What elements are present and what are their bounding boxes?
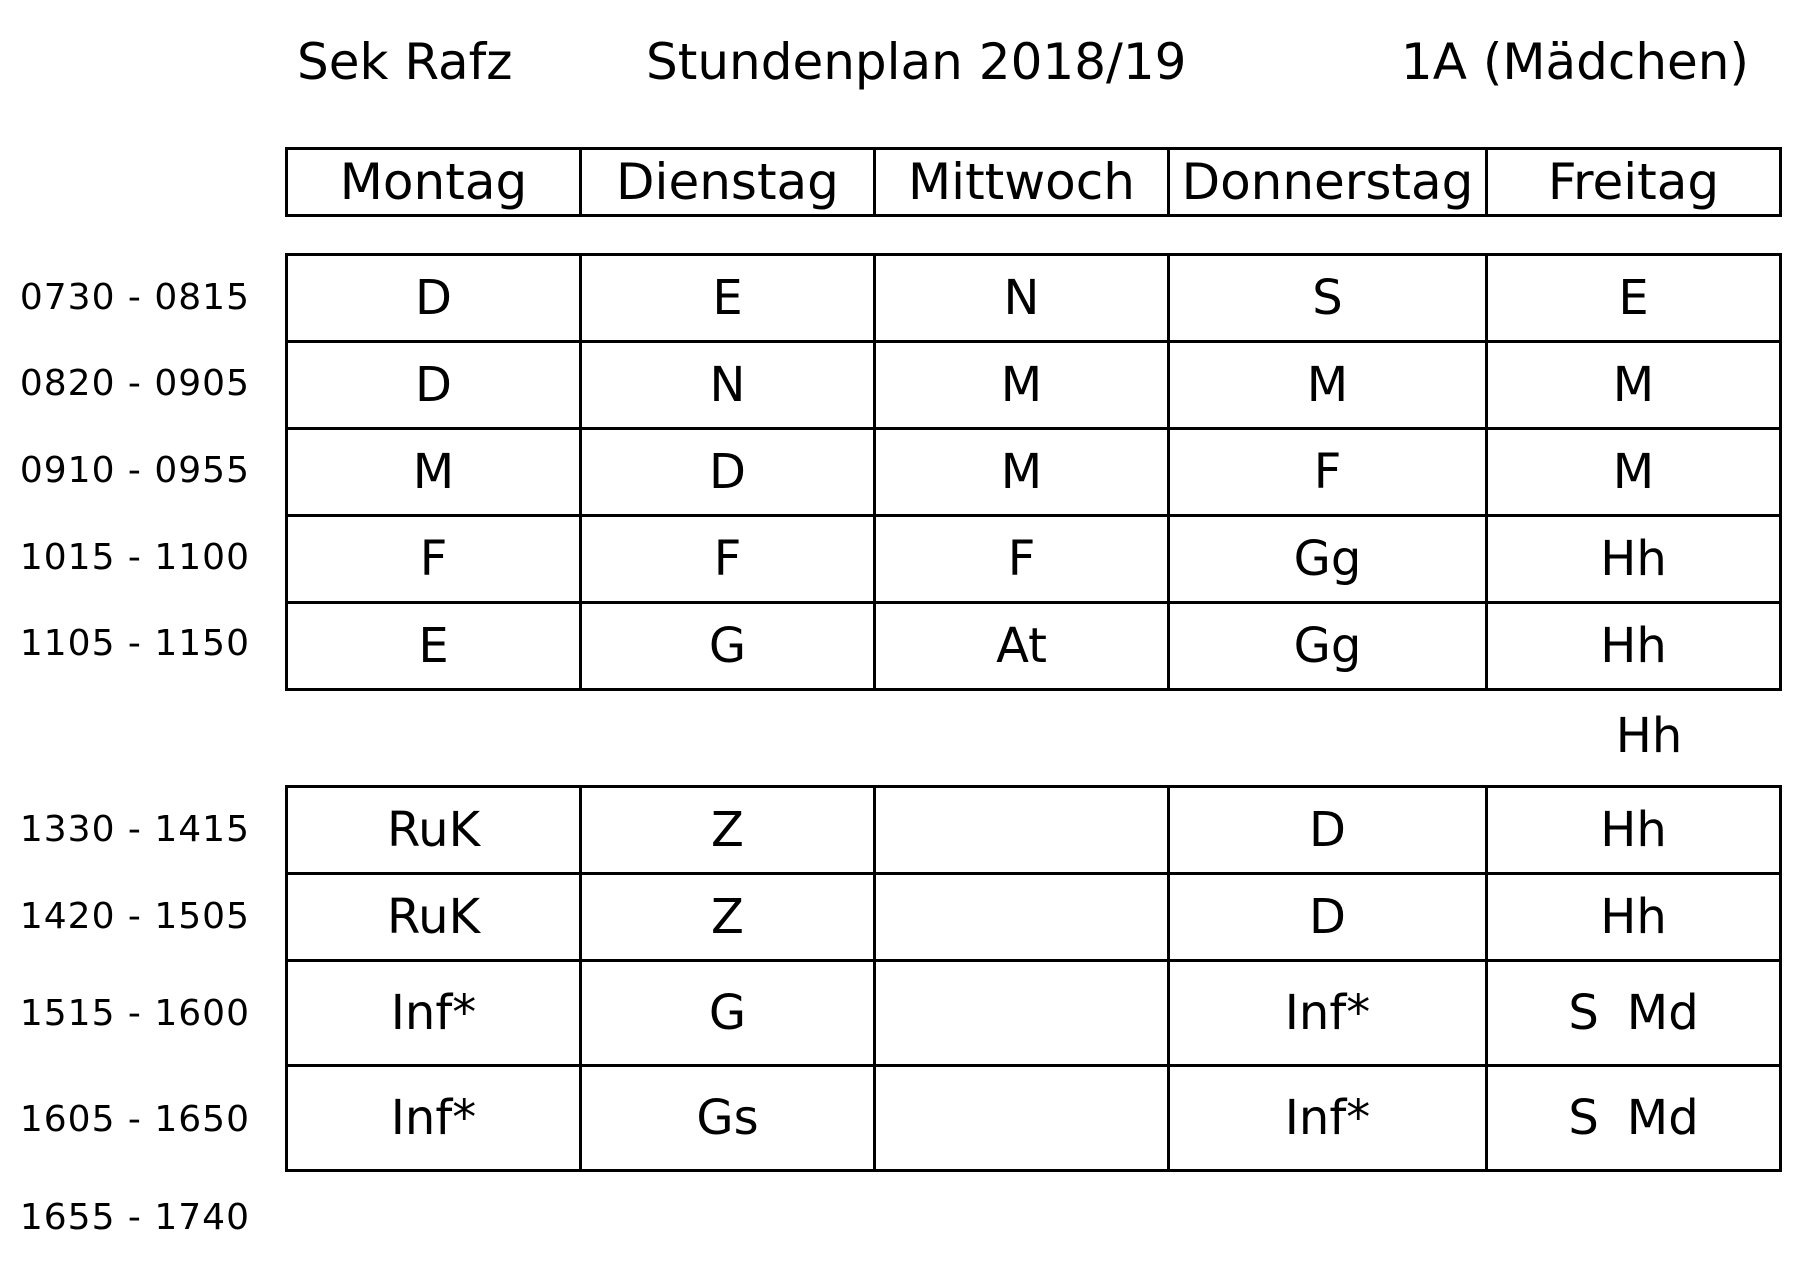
lesson-cell: M: [1487, 342, 1781, 429]
lesson-cell: RuK: [287, 787, 581, 874]
lesson-md: Md: [1626, 1090, 1699, 1146]
lesson-cell: M: [875, 429, 1169, 516]
schedule-title: Stundenplan 2018/19: [646, 33, 1187, 91]
lesson-cell: [1487, 1066, 1781, 1171]
schedule-row: [287, 603, 1781, 690]
lesson-cell: [875, 961, 1169, 1066]
lunch-lesson-friday: Hh: [1615, 708, 1683, 764]
lesson-cell: E: [1487, 255, 1781, 342]
schedule-row: [287, 1066, 1781, 1171]
afternoon-schedule-table: [285, 785, 1782, 1172]
lesson-cell: D: [287, 342, 581, 429]
day-header-mittwoch: Mittwoch: [875, 149, 1169, 216]
lesson-cell: Hh: [1487, 874, 1781, 961]
lesson-cell: D: [1169, 787, 1487, 874]
schedule-row: [287, 255, 1781, 342]
lesson-cell: [875, 1066, 1169, 1171]
lesson-cell: Inf*: [1169, 961, 1487, 1066]
lesson-cell: [875, 787, 1169, 874]
schedule-row: [287, 429, 1781, 516]
lesson-cell: D: [287, 255, 581, 342]
weekday-header-row: [287, 149, 1781, 216]
day-header-montag: Montag: [287, 149, 581, 216]
time-slot-1: 0730 - 0815: [19, 277, 250, 318]
time-slot-5: 1105 - 1150: [19, 623, 250, 664]
lesson-cell: F: [287, 516, 581, 603]
lesson-cell: F: [875, 516, 1169, 603]
lesson-cell: [875, 874, 1169, 961]
lesson-cell: E: [581, 255, 875, 342]
day-header-donnerstag: Donnerstag: [1169, 149, 1487, 216]
time-slot-8: 1515 - 1600: [19, 993, 250, 1034]
lesson-cell: Gs: [581, 1066, 875, 1171]
lesson-cell: Inf*: [287, 1066, 581, 1171]
time-slot-4: 1015 - 1100: [19, 537, 250, 578]
lesson-cell: RuK: [287, 874, 581, 961]
lesson-cell: M: [875, 342, 1169, 429]
lesson-cell: Gg: [1169, 603, 1487, 690]
lesson-cell: S: [1169, 255, 1487, 342]
lesson-cell: G: [581, 961, 875, 1066]
lesson-md: Md: [1626, 985, 1699, 1041]
lesson-s: S: [1568, 985, 1599, 1041]
day-header-freitag: Freitag: [1487, 149, 1781, 216]
lesson-cell: Inf*: [287, 961, 581, 1066]
lesson-cell: D: [1169, 874, 1487, 961]
lesson-cell: Gg: [1169, 516, 1487, 603]
lesson-cell: N: [875, 255, 1169, 342]
time-slot-10: 1655 - 1740: [19, 1197, 250, 1238]
lesson-cell: Z: [581, 787, 875, 874]
school-name: Sek Rafz: [297, 33, 513, 91]
time-slot-3: 0910 - 0955: [19, 450, 250, 491]
lesson-cell: M: [287, 429, 581, 516]
class-label: 1A (Mädchen): [1400, 33, 1749, 91]
lesson-cell: N: [581, 342, 875, 429]
lesson-cell: D: [581, 429, 875, 516]
lesson-cell: F: [1169, 429, 1487, 516]
time-slot-9: 1605 - 1650: [19, 1099, 250, 1140]
lesson-cell: At: [875, 603, 1169, 690]
lesson-cell: Hh: [1487, 787, 1781, 874]
lesson-cell: M: [1169, 342, 1487, 429]
time-slot-7: 1420 - 1505: [19, 896, 250, 937]
day-header-dienstag: Dienstag: [581, 149, 875, 216]
lesson-s: S: [1568, 1090, 1599, 1146]
lesson-cell: G: [581, 603, 875, 690]
lesson-cell: E: [287, 603, 581, 690]
lesson-cell: F: [581, 516, 875, 603]
schedule-row: [287, 787, 1781, 874]
time-slot-6: 1330 - 1415: [19, 809, 250, 850]
schedule-row: [287, 874, 1781, 961]
weekday-header-table: [285, 147, 1782, 217]
lesson-cell: M: [1487, 429, 1781, 516]
time-slot-2: 0820 - 0905: [19, 363, 250, 404]
lesson-cell: Hh: [1487, 516, 1781, 603]
schedule-row: [287, 961, 1781, 1066]
lesson-cell: [1487, 961, 1781, 1066]
morning-schedule-table: [285, 253, 1782, 691]
schedule-row: [287, 342, 1781, 429]
lesson-cell: Hh: [1487, 603, 1781, 690]
lesson-cell: Inf*: [1169, 1066, 1487, 1171]
schedule-row: [287, 516, 1781, 603]
lesson-cell: Z: [581, 874, 875, 961]
